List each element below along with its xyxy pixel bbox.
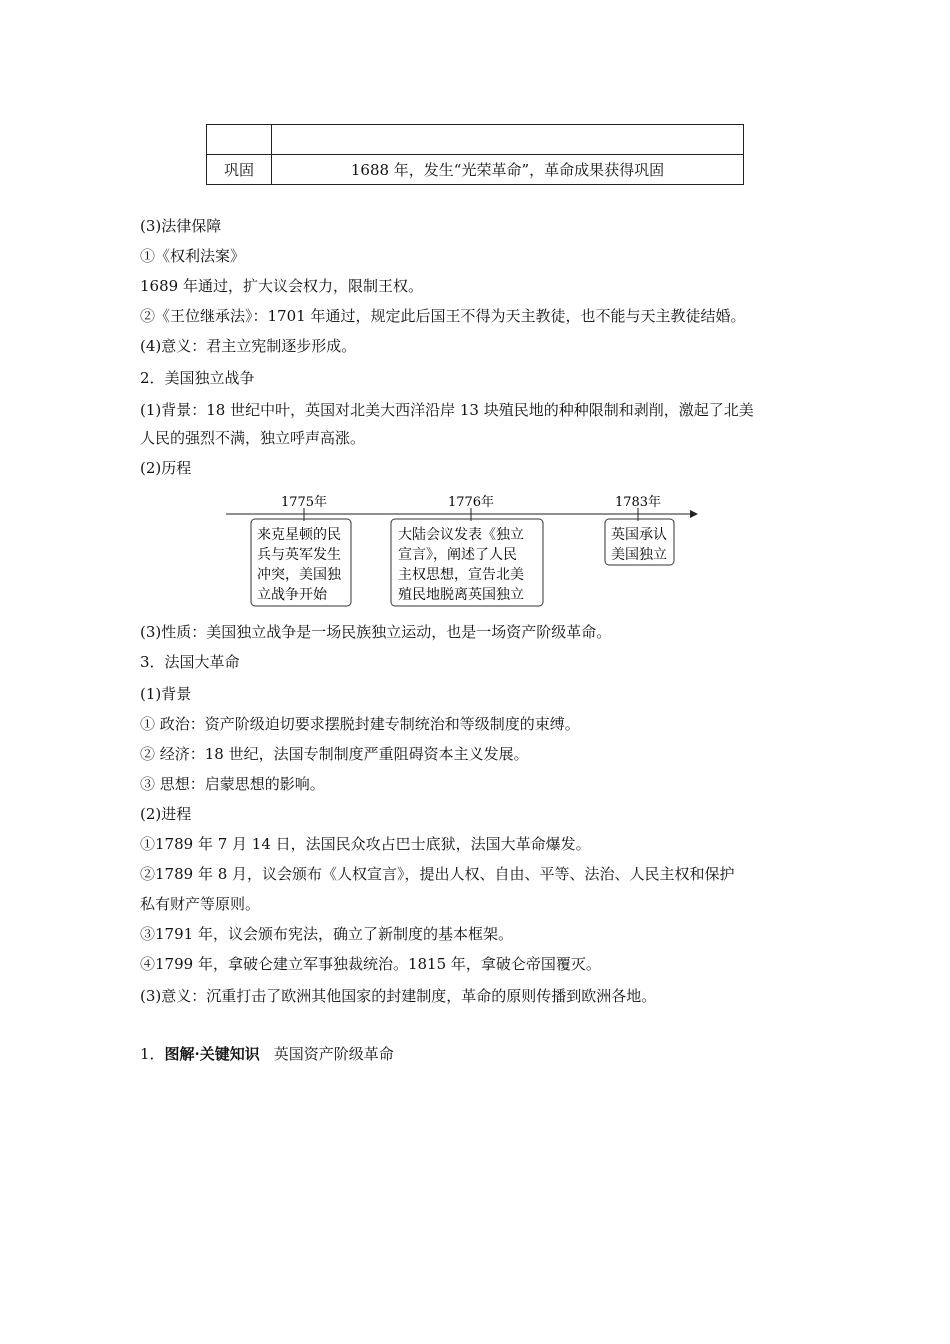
section-number: 1．	[140, 1045, 165, 1063]
table-row	[207, 125, 744, 155]
event-text: 美国独立	[611, 547, 667, 563]
heading-background: (1)背景	[140, 685, 192, 703]
text-background: (1)背景：18 世纪中叶，英国对北美大西洋沿岸 13 块殖民地的种种限制和剥削，激起了北美	[140, 401, 754, 419]
text-politics: ① 政治：资产阶级迫切要求摆脱封建专制统治和等级制度的束缚。	[140, 715, 580, 733]
year-1775: 1775年	[280, 495, 328, 510]
text-line: 私有财产等原则。	[140, 895, 261, 913]
year-1783: 1783年	[614, 495, 662, 510]
year-1776: 1776年	[447, 495, 495, 510]
heading-french-revolution: 3．法国大革命	[140, 653, 240, 671]
text-event-1799: ④1799 年，拿破仑建立军事独裁统治。1815 年，拿破仑帝国覆灭。	[140, 955, 601, 973]
heading-progress: (2)进程	[140, 805, 192, 823]
event-text: 英国承认	[611, 527, 667, 543]
independence-timeline	[220, 488, 700, 610]
event-text: 主权思想，宣告北美	[398, 567, 524, 583]
section-heading	[140, 1044, 394, 1064]
heading-legal-guarantee: (3)法律保障	[140, 217, 222, 235]
text-bill-of-rights: ①《权利法案》	[140, 247, 246, 265]
text-significance-france: (3)意义：沉重打击了欧洲其他国家的封建制度，革命的原则传播到欧洲各地。	[140, 987, 657, 1005]
text-nature: (3)性质：美国独立战争是一场民族独立运动，也是一场资产阶级革命。	[140, 623, 612, 641]
table-cell-content: 1688 年，发生“光荣革命”，革命成果获得巩固	[272, 155, 744, 185]
text-thought: ③ 思想：启蒙思想的影响。	[140, 775, 325, 793]
table-cell-label	[207, 125, 272, 155]
heading-process: (2)历程	[140, 459, 192, 477]
text-event-1791: ③1791 年，议会颁布宪法，确立了新制度的基本框架。	[140, 925, 513, 943]
table-row	[207, 155, 744, 185]
event-text: 兵与英军发生	[257, 547, 341, 563]
section-subtitle: 英国资产阶级革命	[273, 1045, 394, 1063]
event-text: 殖民地脱离英国独立	[398, 587, 524, 603]
timeline-arrowhead	[690, 510, 698, 518]
event-text: 宣言》，阐述了人民	[398, 547, 517, 563]
text-line: 人民的强烈不满，独立呼声高涨。	[140, 429, 366, 447]
event-text: 大陆会议发表《独立	[398, 527, 524, 543]
table-cell-label: 巩固	[207, 155, 272, 185]
text-line: 1689 年通过，扩大议会权力，限制王权。	[140, 277, 423, 295]
event-text: 立战争开始	[257, 587, 327, 603]
consolidation-table	[206, 124, 744, 185]
event-text: 冲突，美国独	[257, 567, 341, 583]
heading-american-revolution: 2．美国独立战争	[140, 369, 255, 387]
event-text: 来克星顿的民	[257, 527, 341, 543]
text-significance: (4)意义：君主立宪制逐步形成。	[140, 337, 357, 355]
text-event-1789-july: ①1789 年 7 月 14 日，法国民众攻占巴士底狱，法国大革命爆发。	[140, 835, 591, 853]
text-economy: ② 经济：18 世纪，法国专制制度严重阻碍资本主义发展。	[140, 745, 529, 763]
text-act-of-settlement: ②《王位继承法》：1701 年通过，规定此后国王不得为天主教徒，也不能与天主教徒结婚。	[140, 307, 746, 325]
section-bold-title: 图解·关键知识	[164, 1045, 260, 1063]
text-event-1789-august: ②1789 年 8 月，议会颁布《人权宣言》，提出人权、自由、平等、法治、人民主权和保护	[140, 865, 735, 883]
table-cell-content	[272, 125, 744, 155]
